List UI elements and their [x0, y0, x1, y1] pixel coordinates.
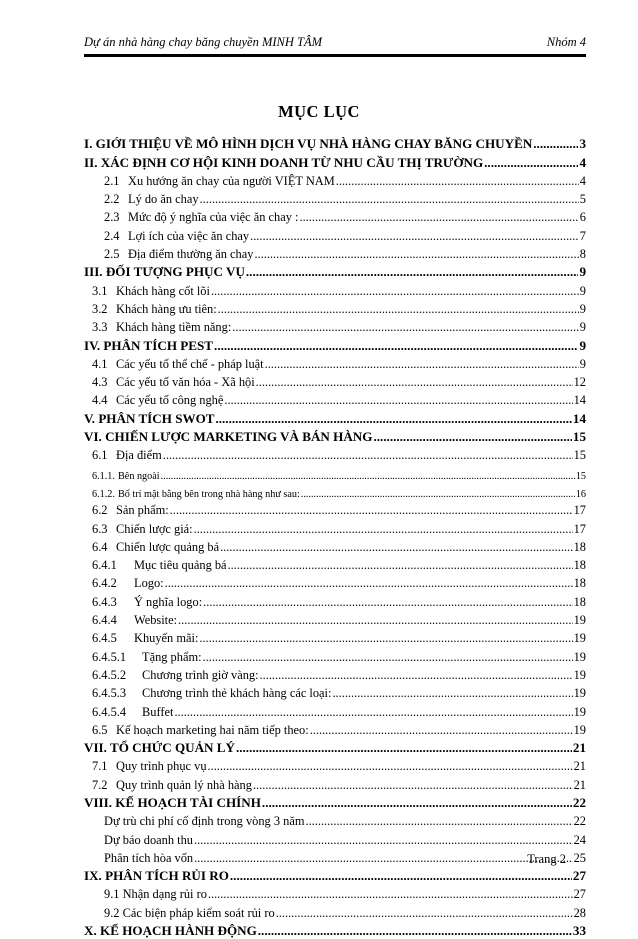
toc-entry-title: Địa điểm — [116, 448, 162, 463]
toc-entry-number: 4.3 — [92, 375, 108, 390]
toc-page-number: 21 — [573, 759, 586, 774]
toc-leader-dots — [336, 174, 579, 189]
toc-entry-number: 7.2 — [92, 777, 108, 792]
toc-entry-title: Ý nghĩa logo: — [134, 594, 203, 609]
header-project-title: Dự án nhà hàng chay băng chuyền MINH TÂM — [84, 35, 323, 49]
toc-page-number: 19 — [573, 686, 586, 701]
toc-entry-number: 6.4.1 — [92, 558, 117, 573]
toc-entry-number: 6.4.5.1 — [92, 649, 127, 664]
toc-entry-title: VI. CHIẾN LƯỢC MARKETING VÀ BÁN HÀNG — [84, 429, 373, 445]
toc-leader-dots — [533, 136, 578, 152]
toc-entry-title: IX. PHÂN TÍCH RỦI RO — [84, 868, 229, 884]
toc-leader-dots — [232, 320, 579, 335]
toc-entry-title: V. PHÂN TÍCH SWOT — [84, 410, 215, 426]
toc-entry-title: Địa điểm thường ăn chay — [128, 247, 254, 262]
toc-entry-title: Quy trình phục vụ — [116, 759, 207, 774]
toc-entry-title: Các yếu tố văn hóa - Xã hội — [116, 375, 255, 390]
toc-entry-title: II. XÁC ĐỊNH CƠ HỘI KINH DOANH TỪ NHU CẦU THỊ TRƯỜNG — [84, 154, 484, 170]
toc-leader-dots — [170, 503, 573, 518]
toc-entry[interactable] — [84, 317, 586, 335]
toc-page-number: 17 — [573, 503, 586, 518]
toc-leader-dots — [161, 471, 575, 482]
toc-leader-dots — [258, 923, 572, 939]
toc-entry[interactable] — [84, 683, 586, 701]
toc-entry-title: Khuyến mãi: — [134, 631, 199, 646]
toc-page-number: 16 — [575, 488, 586, 500]
toc-page-number: 22 — [573, 814, 586, 829]
toc-entry[interactable] — [84, 884, 586, 902]
toc-leader-dots — [332, 686, 572, 701]
toc-entry[interactable] — [84, 463, 586, 481]
header-divider — [84, 54, 586, 57]
toc-entry[interactable] — [84, 610, 586, 628]
toc-page-number: 18 — [573, 576, 586, 591]
toc-page-number: 9 — [579, 264, 586, 280]
toc-page-number: 19 — [573, 613, 586, 628]
toc-entry[interactable] — [84, 921, 586, 939]
toc-entry-number: 2.5 — [104, 247, 120, 262]
toc-entry[interactable] — [84, 793, 586, 811]
toc-page-number: 9 — [579, 337, 586, 353]
toc-leader-dots — [262, 795, 572, 811]
toc-entry-number: 6.4.3 — [92, 594, 117, 609]
toc-page-number: 27 — [573, 887, 586, 902]
toc-entry[interactable] — [84, 299, 586, 317]
toc-page-number: 19 — [573, 722, 586, 737]
toc-leader-dots — [211, 284, 579, 299]
toc-entry[interactable] — [84, 811, 586, 829]
toc-leader-dots — [218, 302, 579, 317]
toc-entry-title: Buffet — [142, 704, 174, 719]
toc-leader-dots — [214, 338, 578, 354]
toc-entry-title: Logo: — [134, 576, 164, 591]
toc-page-number: 27 — [572, 868, 586, 884]
toc-entry[interactable] — [84, 866, 586, 884]
toc-entry-number: 6.4.4 — [92, 613, 117, 628]
toc-entry-number: 4.4 — [92, 393, 108, 408]
toc-leader-dots — [208, 759, 573, 774]
toc-entry[interactable] — [84, 701, 586, 719]
toc-entry-title: VIII. KẾ HOẠCH TÀI CHÍNH — [84, 794, 261, 810]
toc-leader-dots — [194, 522, 573, 537]
toc-page-number: 19 — [573, 667, 586, 682]
toc-entry[interactable] — [84, 829, 586, 847]
toc-leader-dots — [208, 887, 573, 902]
toc-page-number: 6 — [579, 210, 586, 225]
toc-page-number: 19 — [573, 649, 586, 664]
toc-entry[interactable] — [84, 518, 586, 536]
toc-entry[interactable] — [84, 390, 586, 408]
page-number: Trang 2 — [527, 852, 566, 866]
toc-entry-title: Bố trí mặt bằng bên trong nhà hàng như sau: — [118, 488, 300, 500]
toc-entry-title: Lợi ích của việc ăn chay — [128, 228, 250, 243]
toc-entry-title: IV. PHÂN TÍCH PEST — [84, 337, 214, 353]
toc-entry-title: Bên ngoài — [118, 470, 160, 482]
toc-page-number: 14 — [572, 410, 586, 426]
toc-entry-number: 6.1 — [92, 448, 108, 463]
toc-page-number: 14 — [573, 393, 586, 408]
toc-leader-dots — [178, 613, 573, 628]
toc-leader-dots — [203, 595, 572, 610]
toc-leader-dots — [256, 375, 573, 390]
toc-entry-title: Khách hàng ưu tiên: — [116, 301, 217, 316]
toc-entry-number: 3.2 — [92, 301, 108, 316]
toc-entry-number: 6.3 — [92, 521, 108, 536]
toc-page-number: 24 — [573, 832, 586, 847]
toc-entry-number: 2.4 — [104, 228, 120, 243]
toc-entry-title: Chương trình thẻ khách hàng các loại: — [142, 686, 332, 701]
toc-page-number: 4 — [579, 173, 586, 188]
toc-page-number: 18 — [573, 558, 586, 573]
toc-entry-title: X. KẾ HOẠCH HÀNH ĐỘNG — [84, 923, 257, 939]
toc-leader-dots — [484, 155, 578, 171]
toc-entry[interactable] — [84, 408, 586, 426]
toc-entry[interactable] — [84, 555, 586, 573]
toc-entry-title: Sản phẩm: — [116, 503, 169, 518]
toc-leader-dots — [228, 558, 573, 573]
toc-leader-dots — [265, 357, 579, 372]
toc-page-number: 9 — [579, 301, 586, 316]
toc-entry[interactable] — [84, 537, 586, 555]
toc-entry[interactable] — [84, 646, 586, 664]
page-title: MỤC LỤC — [278, 102, 360, 121]
toc-page-number: 9 — [579, 320, 586, 335]
toc-entry-number: 4.1 — [92, 356, 108, 371]
toc-entry-title: Mục tiêu quảng bá — [134, 558, 227, 573]
toc-entry-title: Khách hàng tiềm năng: — [116, 320, 232, 335]
toc-leader-dots — [199, 631, 572, 646]
toc-entry-title: Các yếu tố công nghệ — [116, 393, 224, 408]
toc-leader-dots — [246, 264, 579, 280]
toc-entry-title: Tặng phẩm: — [142, 649, 202, 664]
toc-page-number: 8 — [579, 247, 586, 262]
toc-page-number: 19 — [573, 704, 586, 719]
toc-page-number: 17 — [573, 521, 586, 536]
toc-page-number: 28 — [573, 905, 586, 920]
toc-page-number: 19 — [573, 631, 586, 646]
toc-leader-dots — [215, 411, 571, 427]
toc-entry[interactable] — [84, 573, 586, 591]
toc-leader-dots — [203, 650, 573, 665]
toc-entry-number: 7.1 — [92, 759, 108, 774]
toc-entry-title: Mức độ ý nghĩa của việc ăn chay : — [128, 210, 299, 225]
toc-entry-title: Lý do ăn chay — [128, 192, 199, 207]
toc-leader-dots — [174, 705, 572, 720]
toc-entry[interactable] — [84, 280, 586, 298]
header-group-label: Nhóm 4 — [546, 35, 586, 49]
toc-page-number: 4 — [579, 154, 586, 170]
toc-entry[interactable] — [84, 335, 586, 353]
toc-leader-dots — [236, 740, 572, 756]
toc-entry-number: 6.1.1. — [92, 470, 115, 482]
toc-page-number: 21 — [573, 777, 586, 792]
toc-entry-number: 6.4.5.4 — [92, 704, 127, 719]
toc-leader-dots — [220, 540, 573, 555]
toc-entry[interactable] — [84, 756, 586, 774]
toc-leader-dots — [194, 851, 572, 866]
toc-entry[interactable] — [84, 848, 586, 866]
toc-page-number: 3 — [579, 136, 586, 152]
toc-leader-dots — [260, 668, 573, 683]
toc-page-number: 7 — [579, 228, 586, 243]
toc-entry-title: Dự trù chi phí cố định trong vòng 3 năm — [104, 814, 305, 829]
toc-page-number: 15 — [573, 448, 586, 463]
toc-entry[interactable] — [84, 774, 586, 792]
toc-page-number: 9 — [579, 356, 586, 371]
toc-leader-dots — [301, 489, 575, 500]
toc-leader-dots — [200, 192, 579, 207]
toc-entry[interactable] — [84, 628, 586, 646]
toc-page-number: 12 — [573, 375, 586, 390]
toc-leader-dots — [230, 868, 572, 884]
toc-entry-title: Dự báo doanh thu — [104, 832, 193, 847]
toc-page-number: 15 — [575, 470, 586, 482]
toc-entry-title: Chiến lược giá: — [116, 521, 193, 536]
toc-entry-title: Kế hoạch marketing hai năm tiếp theo: — [116, 722, 309, 737]
toc-entry[interactable] — [84, 482, 586, 500]
toc-entry-title: Chiến lược quảng bá — [116, 539, 220, 554]
toc-entry[interactable] — [84, 902, 586, 920]
toc-entry[interactable] — [84, 591, 586, 609]
toc-entry-title: 9.1 Nhận dạng rủi ro — [104, 887, 207, 902]
toc-entry[interactable] — [84, 171, 586, 189]
toc-entry[interactable] — [84, 427, 586, 445]
toc-entry-title: Quy trình quản lý nhà hàng — [116, 777, 252, 792]
toc-entry-number: 6.4.5.2 — [92, 667, 127, 682]
toc-entry[interactable] — [84, 720, 586, 738]
toc-entry-number: 6.4.5 — [92, 631, 117, 646]
toc-page-number: 25 — [573, 850, 586, 865]
toc-entry[interactable] — [84, 189, 586, 207]
toc-leader-dots — [163, 448, 573, 463]
toc-page-number: 18 — [573, 594, 586, 609]
toc-page-number: 9 — [579, 283, 586, 298]
toc-entry[interactable] — [84, 152, 586, 170]
toc-entry[interactable] — [84, 244, 586, 262]
toc-entry-number: 6.1.2. — [92, 488, 115, 500]
toc-entry-title: Khách hàng cốt lõi — [116, 283, 210, 298]
toc-page-number: 22 — [572, 794, 586, 810]
toc-page-number: 15 — [572, 429, 586, 445]
toc-leader-dots — [224, 393, 572, 408]
toc-entry[interactable] — [84, 445, 586, 463]
toc-entry-title: III. ĐỐI TƯỢNG PHỤC VỤ — [84, 264, 245, 280]
toc-entry[interactable] — [84, 738, 586, 756]
toc-leader-dots — [305, 814, 572, 829]
toc-leader-dots — [300, 210, 579, 225]
toc-entry[interactable] — [84, 354, 586, 372]
toc-leader-dots — [254, 247, 578, 262]
toc-entry-number: 6.5 — [92, 722, 108, 737]
toc-entry[interactable] — [84, 207, 586, 225]
toc-entry-number: 2.1 — [104, 173, 120, 188]
toc-page-number: 5 — [579, 192, 586, 207]
toc-entry-number: 2.2 — [104, 192, 120, 207]
toc-entry-number: 6.4.2 — [92, 576, 117, 591]
toc-entry-number: 6.4 — [92, 539, 108, 554]
toc-entry-title: Chương trình giờ vàng: — [142, 667, 259, 682]
toc-leader-dots — [165, 576, 573, 591]
toc-entry[interactable] — [84, 134, 586, 152]
toc-leader-dots — [310, 723, 573, 738]
toc-leader-dots — [276, 906, 573, 921]
toc-leader-dots — [373, 429, 571, 445]
toc-entry-number: 2.3 — [104, 210, 120, 225]
toc-entry-number: 6.4.5.3 — [92, 686, 127, 701]
toc-entry-title: VII. TỔ CHỨC QUẢN LÝ — [84, 740, 235, 756]
toc-page-number: 21 — [572, 740, 586, 756]
toc-entry-title: Website: — [134, 613, 178, 628]
toc-entry-title: Xu hướng ăn chay của người VIỆT NAM — [128, 173, 335, 188]
toc-entry[interactable] — [84, 500, 586, 518]
toc-entry-title: I. GIỚI THIỆU VỀ MÔ HÌNH DỊCH VỤ NHÀ HÀNG CHAY BĂNG CHUYỀN — [84, 136, 533, 152]
toc-entry-number: 3.1 — [92, 283, 108, 298]
page-header — [84, 35, 586, 53]
toc-entry-number: 3.3 — [92, 320, 108, 335]
toc-entry[interactable] — [84, 225, 586, 243]
toc-page-number: 33 — [572, 923, 586, 939]
toc-entry-number: 6.2 — [92, 503, 108, 518]
toc-entry[interactable] — [84, 665, 586, 683]
toc-entry-title: Phân tích hòa vốn — [104, 850, 194, 865]
toc-entry-title: Các yếu tố thể chế - pháp luật — [116, 356, 264, 371]
toc-entry[interactable] — [84, 372, 586, 390]
toc-entry[interactable] — [84, 262, 586, 280]
toc-page-number: 18 — [573, 539, 586, 554]
toc-leader-dots — [194, 833, 573, 848]
toc-entry-title: 9.2 Các biện pháp kiểm soát rủi ro — [104, 905, 275, 920]
toc-leader-dots — [250, 229, 579, 244]
toc-leader-dots — [253, 778, 573, 793]
table-of-contents — [84, 134, 586, 939]
